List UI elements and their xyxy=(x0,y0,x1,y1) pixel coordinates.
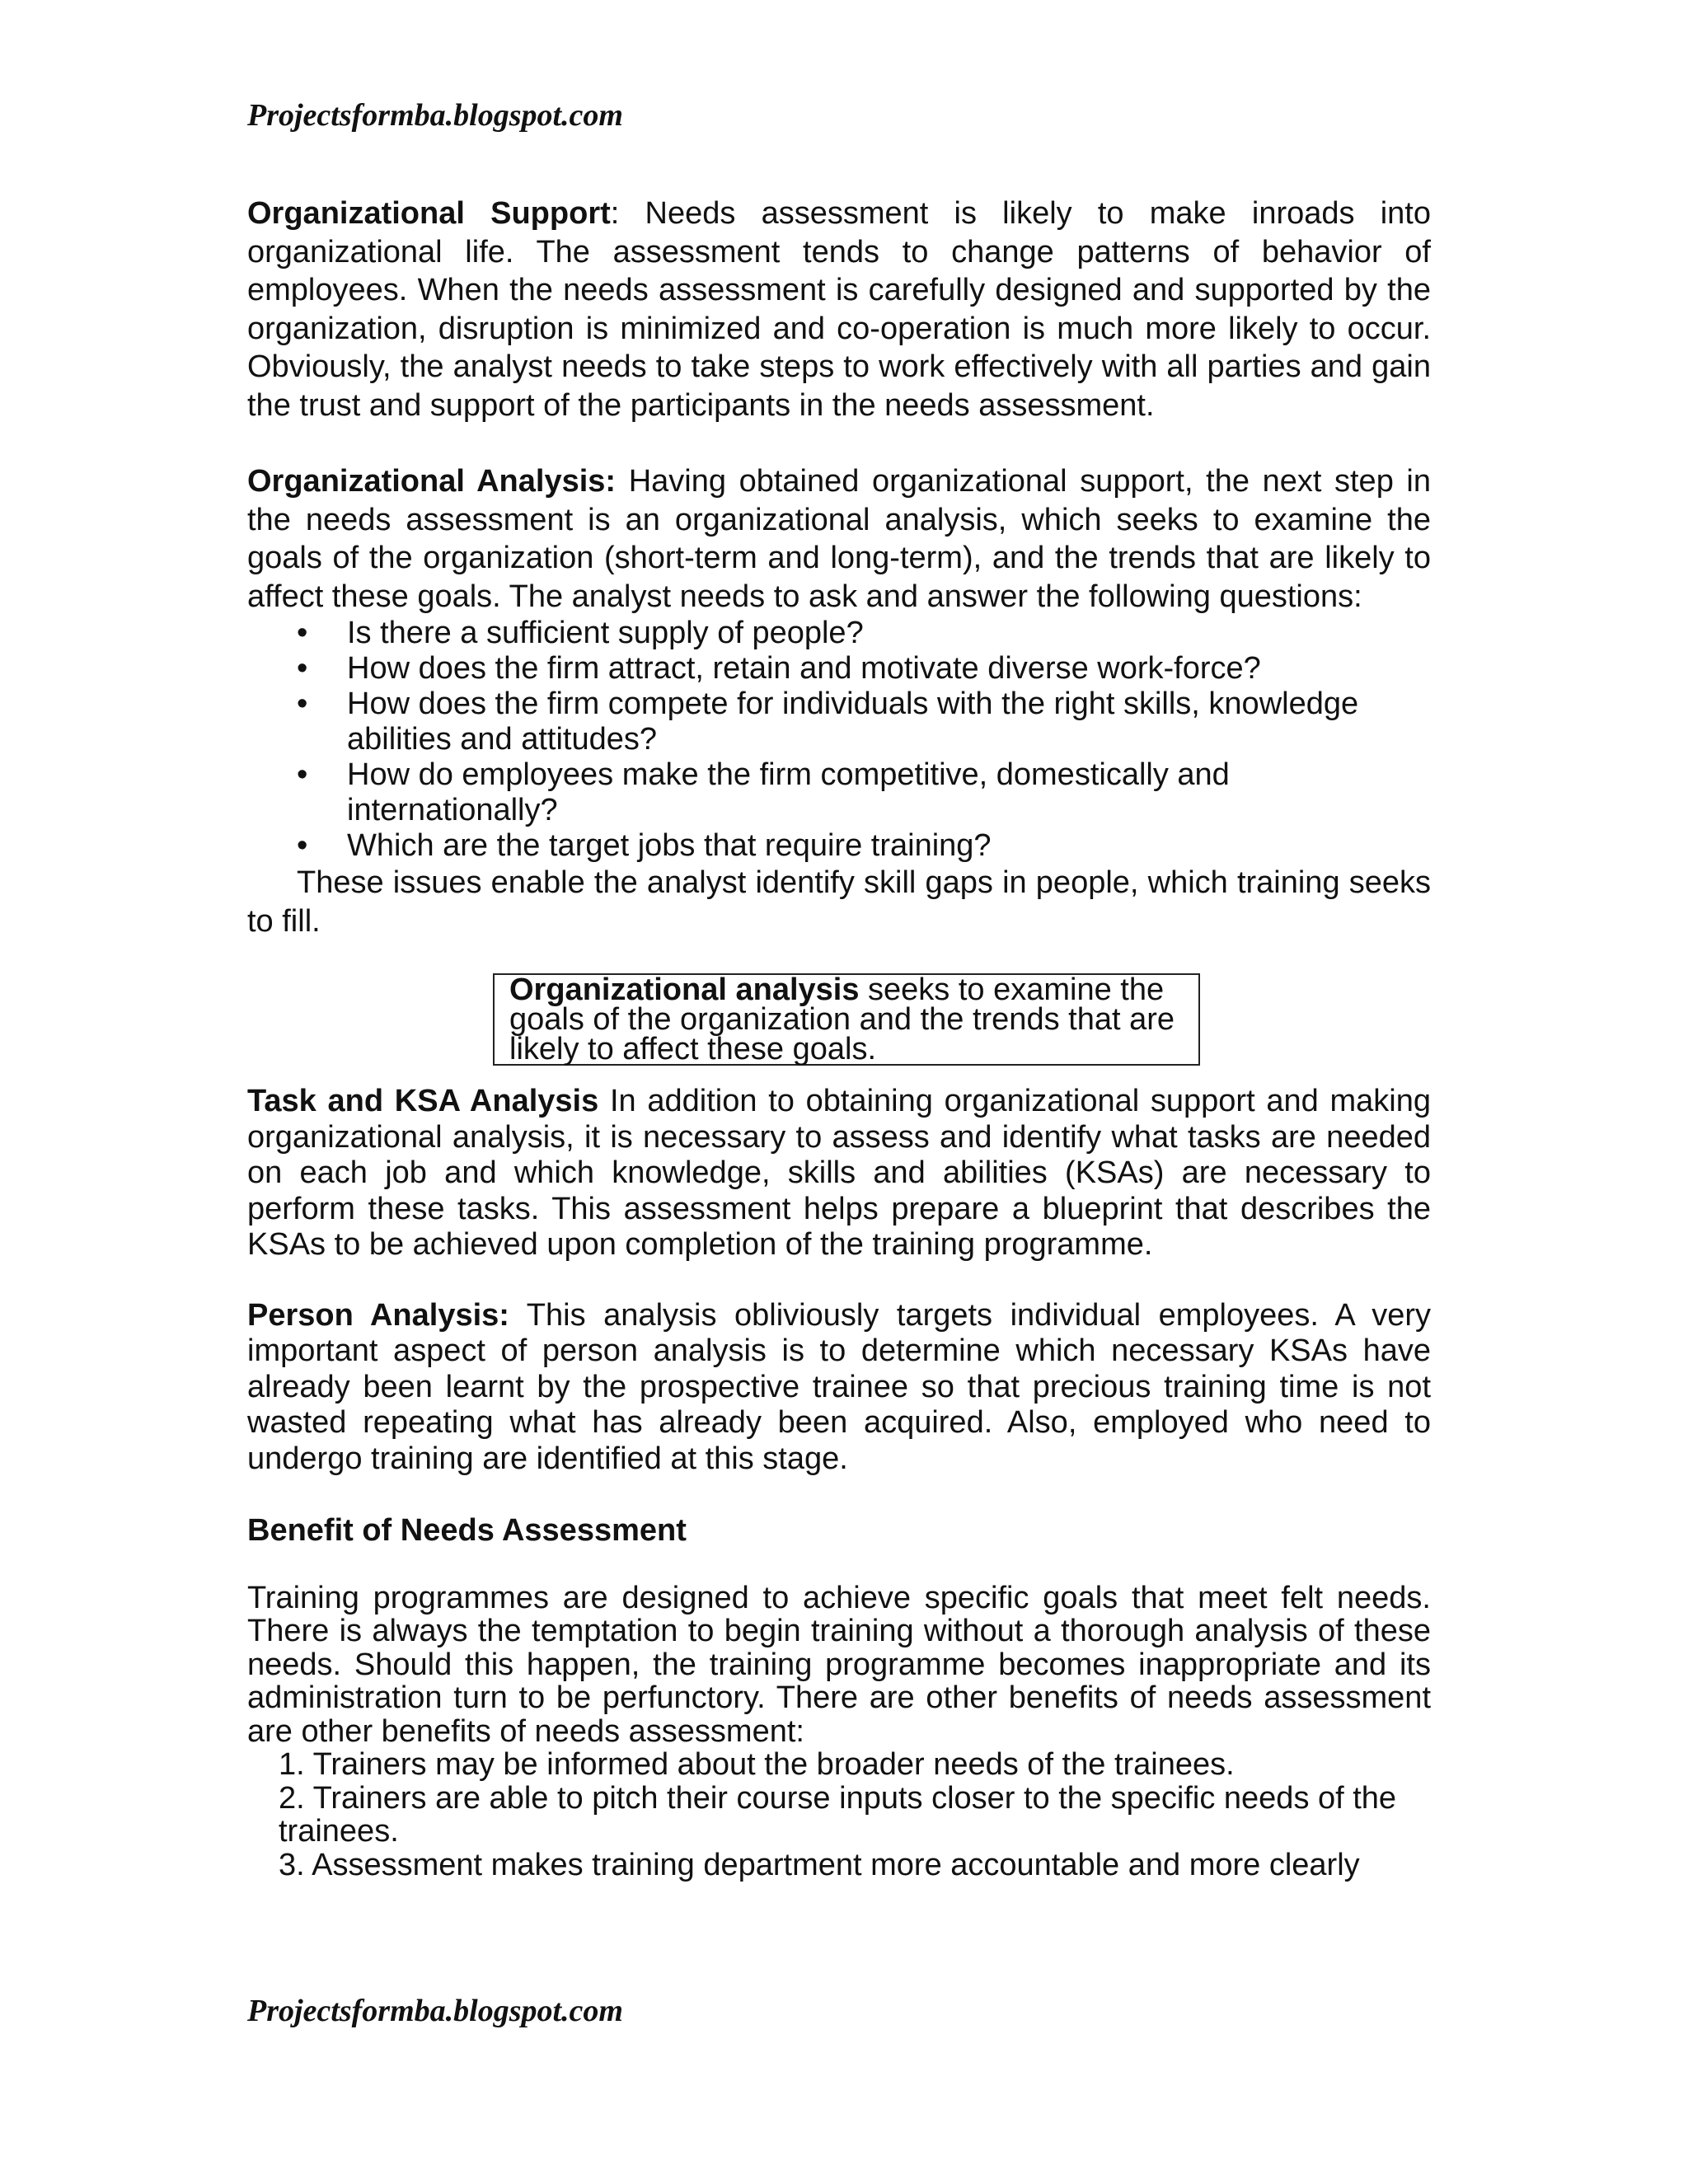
org-analysis-questions xyxy=(247,616,1431,864)
list-item: • How do employees make the firm competitive, domestically and internationally? xyxy=(297,757,1230,827)
list-item: 2. Trainers are able to pitch their course inputs closer to the specific needs of the trainees. xyxy=(279,1780,1397,1849)
bullet-icon: • xyxy=(297,828,308,863)
org-analysis-paragraph xyxy=(247,462,1431,616)
task-ksa-text: In addition to obtaining organizational support and making organizational analysis, it is necessary to assess and identify what tasks are needed on each job and which knowledge, skills and abilities (KSAs) are necessary to perform these tasks. This assessment helps prepare a blueprint that describes the KSAs to be achieved upon completion of the training programme. xyxy=(247,1084,1431,1262)
benefit-heading: Benefit of Needs Assessment xyxy=(247,1513,687,1548)
list-item: • How does the firm compete for individuals with the right skills, knowledge abilities and attitudes? xyxy=(297,687,1359,757)
bullet-icon: • xyxy=(297,651,308,686)
org-support-paragraph xyxy=(247,194,1431,424)
org-analysis-text: Having obtained organizational support, the next step in the needs assessment is an organizational analysis, which seeks to examine the goals of the organization (short-term and long-term), and the trends that are likely to affect these goals. The analyst needs to ask and answer the following questions: xyxy=(247,464,1432,614)
list-item: 3. Assessment makes training department more accountable and more clearly xyxy=(279,1847,1360,1882)
page-header: Projectsformba.blogspot.com xyxy=(247,98,623,133)
org-analysis-closing: These issues enable the analyst identify skill gaps in people, which training seeks to fill. xyxy=(247,865,1431,939)
org-support-title: Organizational Support xyxy=(247,196,611,231)
bullet-icon: • xyxy=(297,757,308,792)
task-ksa-paragraph xyxy=(247,1084,1431,1263)
list-item: 1. Trainers may be informed about the broader needs of the trainees. xyxy=(279,1747,1235,1782)
callout-text: seeks to examine the goals of the organization and the trends that are likely to affect these goals. xyxy=(509,972,1175,1066)
org-support-text: : Needs assessment is likely to make inroads into organizational life. The assessment tends to change patterns of behavior of employees. When the needs assessment is carefully designed and supported by the organization, disruption is minimized and co-operation is much more likely to occur. Obviously, the analyst needs to take steps to work effectively with all parties and gain the trust and support of the participants in the needs assessment. xyxy=(247,196,1431,423)
list-item: • How does the firm attract, retain and motivate diverse work-force? xyxy=(297,651,1261,686)
callout-box xyxy=(493,973,1200,1066)
person-analysis-title: Person Analysis: xyxy=(247,1297,509,1333)
task-ksa-title: Task and KSA Analysis xyxy=(247,1084,599,1118)
person-analysis-text: This analysis obliviously targets individual employees. A very important aspect of person analysis is to determine which necessary KSAs have already been learnt by the prospective trainee so that precious training time is not wasted repeating what has already been acquired. Also, employed who need to undergo training are identified at this stage. xyxy=(247,1297,1431,1476)
person-analysis-paragraph xyxy=(247,1298,1431,1478)
document-body xyxy=(247,194,1431,1882)
list-item: • Which are the target jobs that require training? xyxy=(297,828,992,863)
callout-bold: Organizational analysis xyxy=(509,972,860,1007)
org-analysis-title: Organizational Analysis: xyxy=(247,464,617,499)
bullet-icon: • xyxy=(297,687,308,721)
benefit-paragraph: Training programmes are designed to achieve specific goals that meet felt needs. There is always the temptation to begin training without a thorough analysis of these needs. Should this happen, the training programme becomes inappropriate and its administration turn to be perfunctory. There are other benefits of needs assessment are other benefits of needs assessment: xyxy=(247,1580,1431,1749)
list-item: • Is there a sufficient supply of people? xyxy=(297,616,864,650)
benefit-list xyxy=(247,1748,1431,1882)
bullet-icon: • xyxy=(297,616,308,650)
page-footer: Projectsformba.blogspot.com xyxy=(247,1994,623,2028)
